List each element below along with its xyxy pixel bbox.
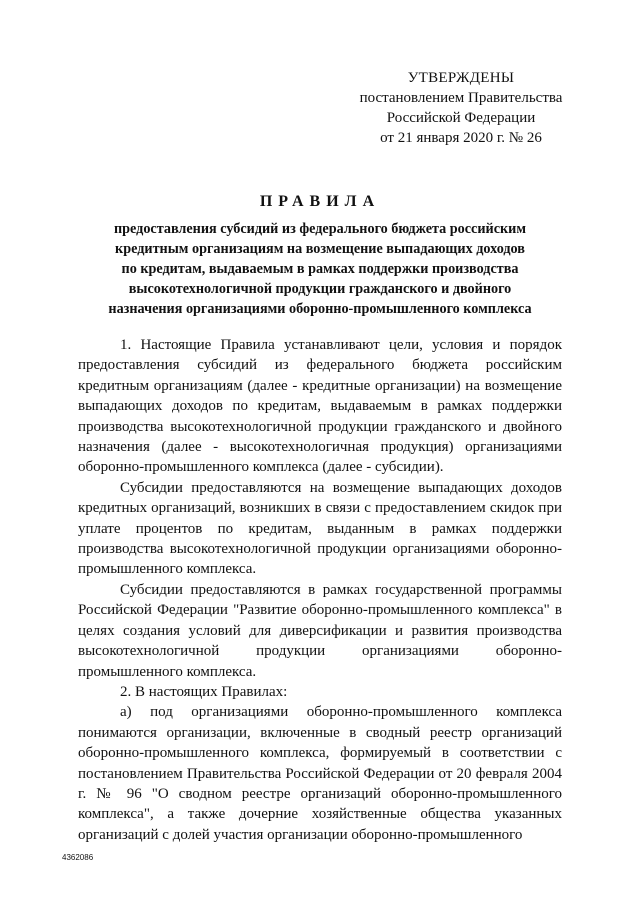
- document-code: 4362086: [62, 853, 94, 862]
- paragraph-1-purpose: 1. Настоящие Правила устанавливают цели, условия и порядок предоставления субсидий из федерального бюджета российским кредитным организациям (далее - кредитные организации) на возмещение выпадающих доходов по кредитам, выдаваемым в рамках поддержки производства высокотехнологичной продукции гражданского и двойного назначения (далее - высокотехнологичная продукция) организациями оборонно-промышленного комплекса (далее - субсидии).: [78, 337, 562, 476]
- document-title: ПРАВИЛА: [259, 193, 381, 210]
- approval-heading: УТВЕРЖДЕНЫ: [407, 70, 515, 86]
- approval-line-date-number: от 21 января 2020 г. № 26: [380, 130, 542, 146]
- paragraph-subsidy-program: Субсидии предоставляются в рамках государственной программы Российской Федерации "Развитие оборонно-промышленного комплекса" в целях создания условий для диверсификации и развития производства высокотехнологичной продукции организациями оборонно-промышленного комплекса.: [78, 581, 562, 680]
- subtitle-line: по кредитам, выдаваемым в рамках поддержки производства: [121, 261, 519, 277]
- approval-block: [356, 68, 566, 148]
- paragraph-2a-definition: а) под организациями оборонно-промышленного комплекса понимаются организации, включенные в сводный реестр организаций оборонно-промышленного комплекса, формируемый в соответствии с постановлением Правительства Российской Федерации от 20 февраля 2004 г. № 96 "О сводном реестре организаций оборонно-промышленного комплекса", а также дочерние хозяйственные общества указанных организаций с долей участия организации оборонно-промышленного: [78, 704, 562, 843]
- paragraph-subsidy-purpose: Субсидии предоставляются на возмещение выпадающих доходов кредитных организаций, возникших в связи с предоставлением скидок при уплате процентов по кредитам, выданным в рамках поддержки производства высокотехнологичной продукции организациями оборонно-промышленного комплекса.: [78, 479, 562, 578]
- subtitle-line: высокотехнологичной продукции гражданского и двойного: [128, 281, 512, 297]
- document-body: [78, 335, 562, 845]
- approval-line-federation: Российской Федерации: [386, 110, 536, 126]
- subtitle-line: предоставления субсидий из федерального бюджета российским: [113, 221, 527, 237]
- document-subtitle: [80, 219, 560, 319]
- paragraph-2-definitions-heading: 2. В настоящих Правилах:: [120, 683, 288, 700]
- subtitle-line: назначения организациями оборонно-промышленного комплекса: [108, 301, 532, 317]
- approval-line-decree: постановлением Правительства: [359, 90, 563, 106]
- subtitle-line: кредитным организациям на возмещение выпадающих доходов: [115, 241, 525, 257]
